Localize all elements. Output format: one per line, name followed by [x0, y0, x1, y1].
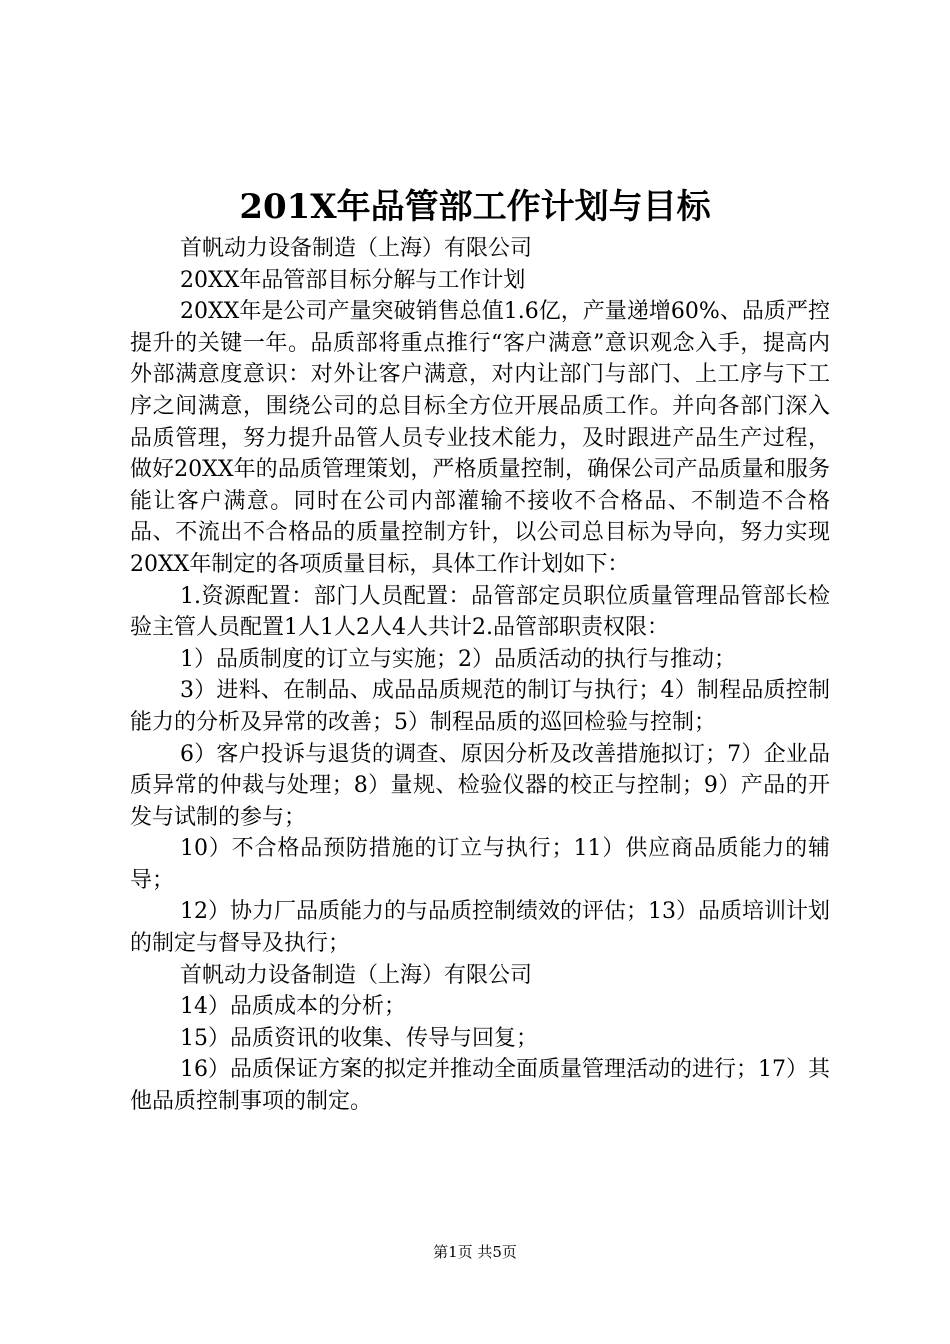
paragraph-company-name: 首帆动力设备制造（上海）有限公司 — [180, 236, 533, 261]
paragraph-duties-16-17: 16）品质保证方案的拟定并推动全面质量管理活动的进行；17）其他品质控制事项的制定。 — [130, 1057, 830, 1115]
paragraph-duty-15: 15）品质资讯的收集、传导与回复； — [180, 1025, 538, 1051]
paragraph-intro: 20XX年是公司产量突破销售总值1.6亿，产量递增60%、品质严控提升的关键一年。品质部将重点推行“客户满意”意识观念入手，提高内外部满意度意识：对外让客户满意，对内让部门与部门、上工序与下工序之间满意，围绕公司的总目标全方位开展品质工作。并向各部门深入品质管理，努力提升品管人员专业技术能力，及时跟进产品生产过程，做好20XX年的品质管理策划，严格质量控制，确保公司产品质量和服务能让客户满意。同时在公司内部灌输不接收不合格品、不制造不合格品、不流出不合格品的质量控制方针，以公司总目标为导向，努力实现20XX年制定的各项质量目标，具体工作计划如下： — [130, 299, 830, 577]
document-body — [130, 233, 830, 1118]
paragraph-subtitle: 20XX年品管部目标分解与工作计划 — [180, 267, 526, 293]
document-title: 201X年品管部工作计划与目标 — [239, 187, 711, 227]
paragraph-resource-allocation: 1.资源配置：部门人员配置：品管部定员职位质量管理品管部长检验主管人员配置1人1人2人4人共计2.品管部职责权限： — [130, 583, 830, 641]
page-number-footer: 第1页 共5页 — [433, 1243, 517, 1261]
paragraph-duties-6-9: 6）客户投诉与退货的调查、原因分析及改善措施拟订；7）企业品质异常的仲裁与处理；8）量规、检验仪器的校正与控制；9）产品的开发与试制的参与； — [130, 741, 830, 830]
paragraph-duties-3-5: 3）进料、在制品、成品品质规范的制订与执行；4）制程品质控制能力的分析及异常的改善；5）制程品质的巡回检验与控制； — [130, 678, 830, 735]
paragraph-duty-14: 14）品质成本的分析； — [180, 994, 406, 1020]
paragraph-company-name-repeat: 首帆动力设备制造（上海）有限公司 — [180, 962, 533, 988]
paragraph-duties-12-13: 12）协力厂品质能力的与品质控制绩效的评估；13）品质培训计划的制定与督导及执行； — [130, 899, 830, 957]
paragraph-duties-1-2: 1）品质制度的订立与实施；2）品质活动的执行与推动； — [180, 646, 736, 672]
paragraph-duties-10-11: 10）不合格品预防措施的订立与执行；11）供应商品质能力的辅导； — [130, 836, 830, 893]
